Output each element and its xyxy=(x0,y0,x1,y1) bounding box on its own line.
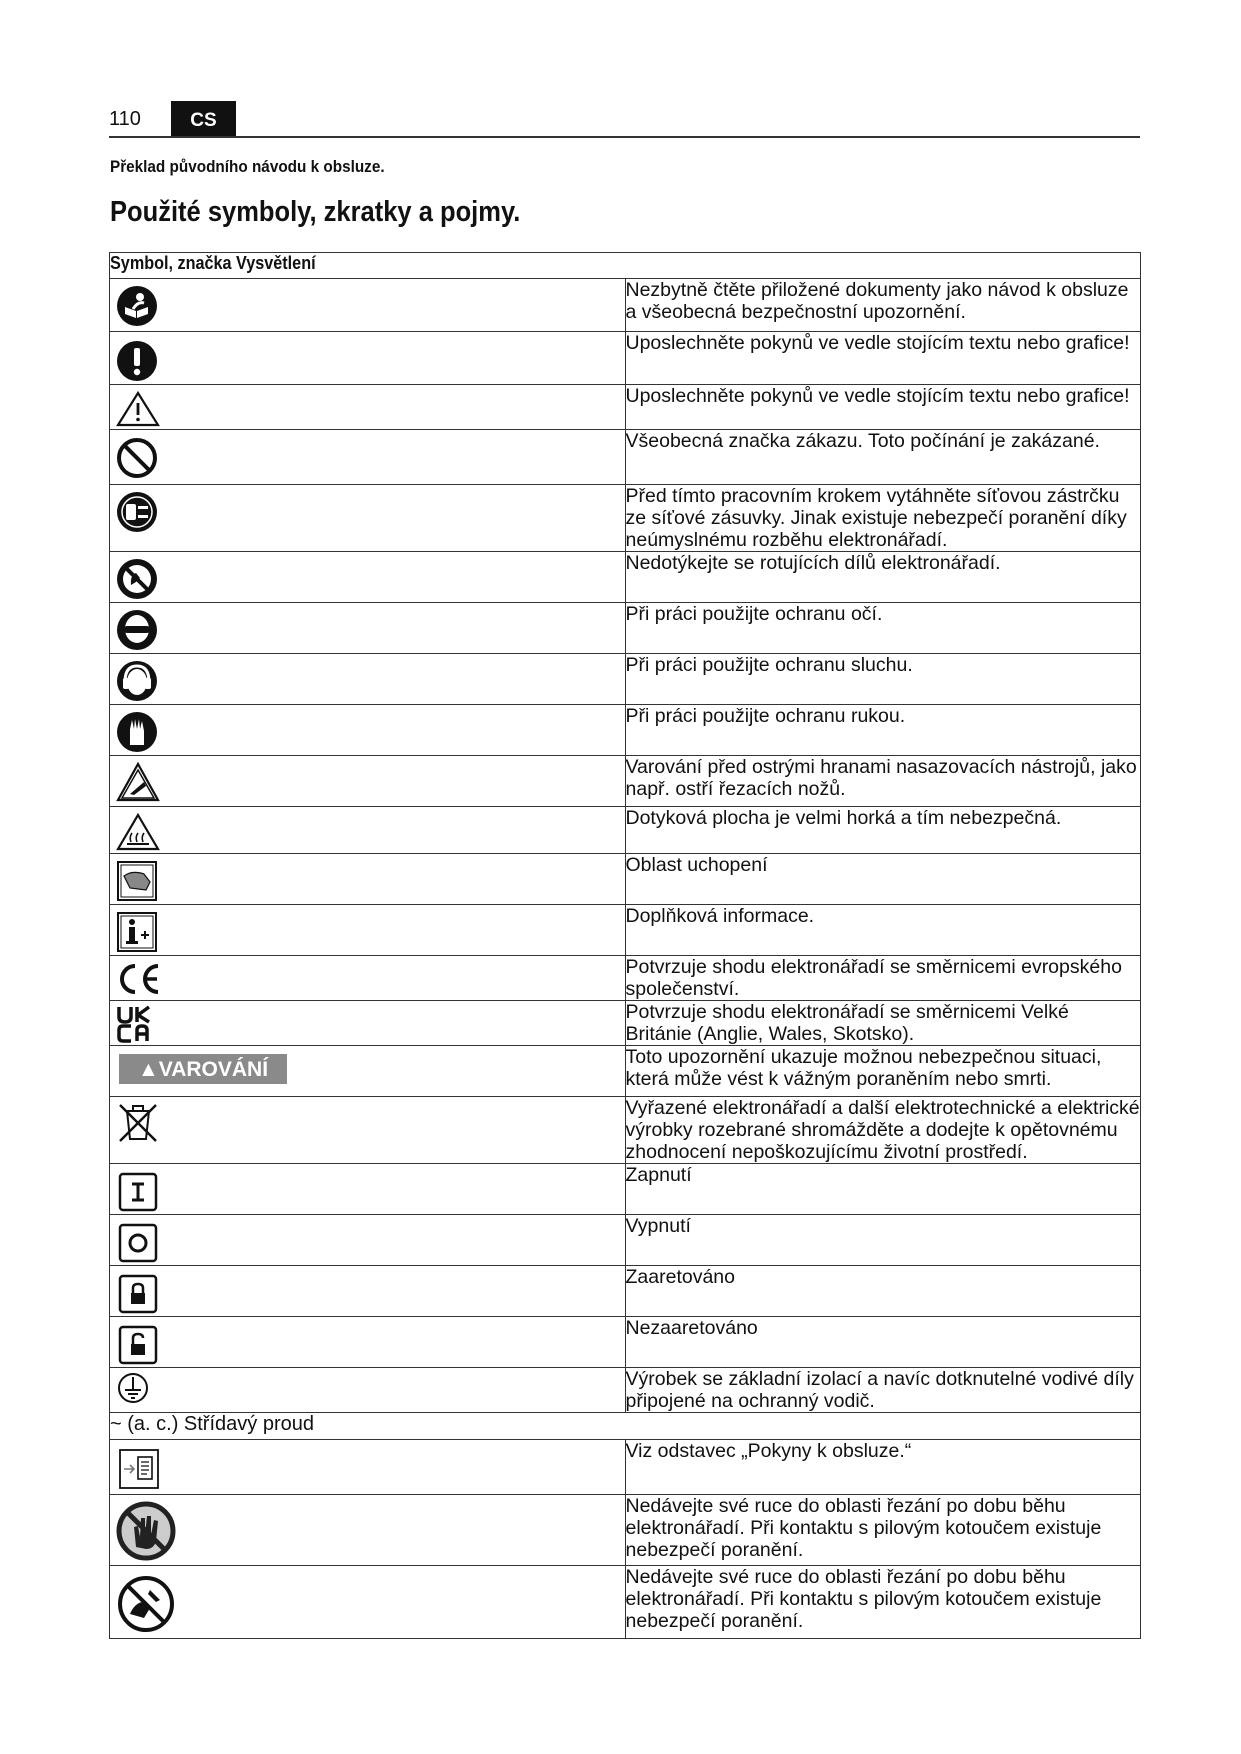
page-number: 110 xyxy=(109,108,141,130)
see-section-icon xyxy=(118,1448,160,1490)
table-row xyxy=(110,552,1141,603)
info-icon xyxy=(116,911,158,953)
weee-bin-icon xyxy=(116,1101,160,1145)
warning-label-icon xyxy=(119,1054,287,1084)
table-row xyxy=(110,485,1141,552)
table-row xyxy=(110,1266,1141,1317)
table-row xyxy=(110,905,1141,956)
row-description: Toto upozornění ukazuje možnou nebezpečnou situaci, která může vést k vážným poraněním nebo smrti. xyxy=(625,1046,1141,1097)
row-description: Při práci použijte ochranu sluchu. xyxy=(625,654,1141,705)
row-description: Před tímto pracovním krokem vytáhněte síťovou zástrčku ze síťové zásuvky. Jinak existuje nebezpečí poranění díky neúmyslnému rozběhu elektronářadí. xyxy=(625,485,1141,552)
symbols-table xyxy=(109,252,1141,1639)
no-hands-blade-icon xyxy=(116,1574,176,1634)
section-title: Použité symboly, zkratky a pojmy. xyxy=(110,196,521,228)
unplug-icon xyxy=(116,491,158,533)
table-row xyxy=(110,756,1141,807)
table-row xyxy=(110,1440,1141,1495)
table-header: Symbol, značka Vysvětlení xyxy=(110,253,316,273)
row-description: Doplňková informace. xyxy=(625,905,1141,956)
table-row xyxy=(110,332,1141,385)
table-row xyxy=(110,1368,1141,1413)
row-description: Při práci použijte ochranu očí. xyxy=(625,603,1141,654)
table-row xyxy=(110,1566,1141,1639)
table-row xyxy=(110,1495,1141,1566)
no-touch-rotating-icon xyxy=(116,558,158,600)
ear-protection-icon xyxy=(116,660,158,702)
language-badge: CS xyxy=(171,101,236,137)
table-row xyxy=(110,956,1141,1001)
table-row xyxy=(110,1046,1141,1097)
row-description: Potvrzuje shodu elektronářadí se směrnicemi evropského společenství. xyxy=(625,956,1141,1001)
prohibition-icon xyxy=(116,437,158,479)
warning-triangle-icon xyxy=(116,391,160,427)
row-description: Nedávejte své ruce do oblasti řezání po dobu běhu elektronářadí. Při kontaktu s pilovým kotoučem existuje nebezpečí poranění. xyxy=(625,1566,1141,1639)
row-description: Nedávejte své ruce do oblasti řezání po dobu běhu elektronářadí. Při kontaktu s pilovým kotoučem existuje nebezpečí poranění. xyxy=(625,1495,1141,1566)
full-width-entry: ~ (a. c.) Střídavý proud xyxy=(110,1413,1141,1440)
sharp-edges-warning-icon xyxy=(116,762,160,802)
locked-icon xyxy=(118,1274,158,1314)
table-row xyxy=(110,1001,1141,1046)
row-description: Dotyková plocha je velmi horká a tím nebezpečná. xyxy=(625,807,1141,854)
row-description: Potvrzuje shodu elektronářadí se směrnicemi Velké Británie (Anglie, Wales, Skotsko). xyxy=(625,1001,1141,1046)
power-off-icon xyxy=(118,1223,158,1263)
table-row xyxy=(110,1215,1141,1266)
protective-earth-icon xyxy=(116,1372,150,1404)
warning-label-text: VAROVÁNÍ xyxy=(158,1058,269,1081)
row-description: Uposlechněte pokynů ve vedle stojícím textu nebo grafice! xyxy=(625,385,1141,430)
page-header xyxy=(109,100,1140,137)
table-row xyxy=(110,654,1141,705)
document-subtitle: Překlad původního návodu k obsluze. xyxy=(110,157,385,176)
row-description: Výrobek se základní izolací a navíc dotknutelné vodivé díly připojené na ochranný vodič. xyxy=(625,1368,1141,1413)
row-description: Vyřazené elektronářadí a další elektrotechnické a elektrické výrobky rozebrané shromážděte a dodejte k opětovnému zhodnocení nepoškozujícímu životní prostředí. xyxy=(625,1097,1140,1163)
row-description: Viz odstavec „Pokyny k obsluze.“ xyxy=(625,1440,1141,1495)
unlocked-icon xyxy=(118,1325,158,1365)
table-row xyxy=(110,1317,1141,1368)
row-description: Nedotýkejte se rotujících dílů elektronářadí. xyxy=(625,552,1141,603)
hot-surface-warning-icon xyxy=(116,813,160,851)
table-row xyxy=(110,1097,1141,1164)
row-description: Vypnutí xyxy=(625,1215,1141,1266)
row-description: Zaaretováno xyxy=(625,1266,1141,1317)
table-row xyxy=(110,385,1141,430)
header-rule xyxy=(109,136,1140,138)
grip-area-icon xyxy=(116,860,158,902)
table-row xyxy=(110,1164,1141,1215)
row-description: Oblast uchopení xyxy=(625,854,1141,905)
row-description: Varování před ostrými hranami nasazovacích nástrojů, jako např. ostří řezacích nožů. xyxy=(625,756,1141,807)
eye-protection-icon xyxy=(116,609,158,651)
table-row xyxy=(110,279,1141,332)
row-description: Nezaaretováno xyxy=(625,1317,1141,1368)
table-row xyxy=(110,603,1141,654)
warning-triangle-icon: ▲ xyxy=(137,1058,159,1081)
table-row xyxy=(110,1413,1141,1440)
ukca-mark-icon xyxy=(116,1005,152,1043)
table-row xyxy=(110,807,1141,854)
no-hands-cutting-icon xyxy=(116,1501,176,1561)
row-description: Nezbytně čtěte přiložené dokumenty jako návod k obsluze a všeobecná bezpečnostní upozornění. xyxy=(625,279,1141,332)
row-description: Zapnutí xyxy=(625,1164,1141,1215)
table-row xyxy=(110,430,1141,485)
hand-protection-icon xyxy=(116,711,158,753)
table-row xyxy=(110,705,1141,756)
mandatory-exclamation-icon xyxy=(116,340,158,382)
table-row xyxy=(110,854,1141,905)
read-manual-icon xyxy=(116,285,158,327)
row-description: Při práci použijte ochranu rukou. xyxy=(625,705,1141,756)
row-description: Všeobecná značka zákazu. Toto počínání je zakázané. xyxy=(625,430,1141,485)
row-description: Uposlechněte pokynů ve vedle stojícím textu nebo grafice! xyxy=(625,332,1141,385)
ce-mark-icon xyxy=(116,962,162,996)
table-header-row xyxy=(110,253,1141,279)
power-on-icon xyxy=(118,1172,158,1212)
